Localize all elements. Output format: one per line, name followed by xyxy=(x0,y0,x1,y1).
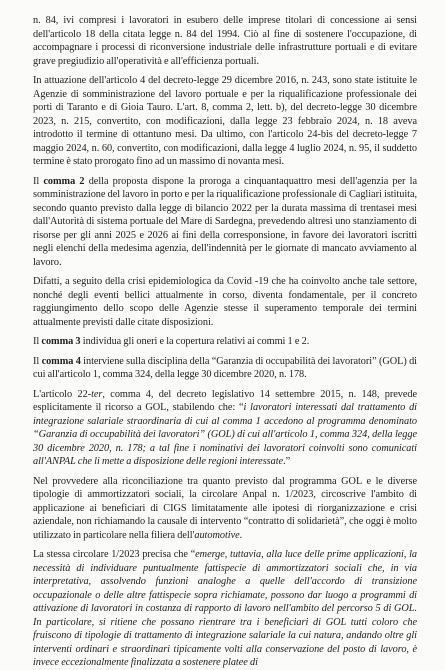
paragraph-2 xyxy=(33,74,417,169)
paragraph-9-segment-2: emerge, tuttavia, alla luce delle prime applicazioni, la necessità di individuare puntualmente fattispecie di ammortizzatori sociali che, in via interpretativa, assolvendo funzioni analoghe a quelle dell'accordo di transizione occupazionale o delle altre fattispecie sopra richiamate, possono dar luogo a programmi di attivazione di lavoratori in costanza di rapporto di lavoro nell'ambito del percorso 5 di GOL. In particolare, si ritiene che possano rientrare tra i beneficiari di GOL tutti coloro che fruiscono di tipologie di trattamento di integrazione salariale la cui natura, andando oltre gli interventi ordinari e straordinari tipicamente volti alla conservazione del posto di lavoro, è invece eccezionalmente finalizzata a sostenere platee di xyxy=(33,549,417,668)
paragraph-5-segment-1: Il xyxy=(33,336,42,347)
paragraph-6-segment-3: interviene sulla disciplina della “Garanzia di occupabilità dei lavoratori” (GOL) di cui all'articolo 1, comma 324, della legge 30 dicembre 2020, n. 178. xyxy=(33,355,417,380)
paragraph-4 xyxy=(33,275,417,329)
paragraph-9 xyxy=(33,548,417,670)
paragraph-5 xyxy=(33,335,417,349)
paragraph-6-segment-2: comma 4 xyxy=(41,355,81,367)
paragraph-7-segment-2: ter xyxy=(91,388,103,400)
paragraph-7-segment-5: .” xyxy=(283,456,291,467)
paragraph-7 xyxy=(33,388,417,469)
paragraph-3-segment-1: Il xyxy=(33,175,44,187)
paragraph-8 xyxy=(33,475,417,543)
paragraph-6-segment-1: Il xyxy=(33,355,42,367)
paragraph-7-segment-4: i lavoratori interessati dal trattamento di integrazione salariale straordinaria di cui al comma 1 accedono al programma denominato “Garanzia di occupabilità dei lavoratori” (GOL) di cui all'articolo 1, comma 324, della legge 30 dicembre 2020, n. 178; a tal fine i nominativi dei lavoratori coinvolti sono comunicati all'ANPAL che li mette a disposizione delle regioni interessate xyxy=(33,402,417,467)
paragraph-3-segment-3: della proposta dispone la proroga a cinquantaquattro mesi dell'agenzia per la somministrazione del lavoro in porto e per la riqualificazione professionale di Cagliari istituita, secondo quanto previsto dalla legge di bilancio 2022 per la durata massima di trentasei mesi dall'Autorità di sistema portuale del Mare di Sardegna, prevedendo altresì uno stanziamento di risorse per gli anni 2025 e 2026 ai fini della corresponsione, in favore dei lavoratori iscritti negli elenchi della medesima agenzia, dell'indennità per le giornate di mancato avviamento al lavoro. xyxy=(33,175,417,268)
paragraph-1-segment-1: n. 84, ivi compresi i lavoratori in esubero delle imprese titolari di concessione ai sensi dell'articolo 18 della citata legge n. 84 del 1994. Ciò al fine di sostenere l'occupazione, di accompagnare i processi di riconversione industriale delle infrastrutture portuali e di evitare grave pregiudizio all'operatività e all'efficienza portuali. xyxy=(33,15,417,67)
paragraph-7-segment-1: L'articolo 22- xyxy=(33,388,92,400)
paragraph-8-segment-2: automotive xyxy=(194,529,240,541)
paragraph-7-segment-3: , comma 4, del decreto legislativo 14 settembre 2015, n. 148, prevede esplicitamente il ricorso a GOL, stabilendo che: “ xyxy=(33,388,418,413)
paragraph-3-segment-2: comma 2 xyxy=(43,175,85,187)
paragraph-6 xyxy=(33,355,417,382)
paragraph-5-segment-3: individua gli oneri e la copertura relativi ai commi 1 e 2. xyxy=(80,336,310,347)
document-body xyxy=(33,14,417,670)
paragraph-8-segment-1: Nel provvedere alla riconciliazione tra quanto previsto dal programma GOL e le diverse tipologie di ammortizzatori sociali, la circolare Anpal n. 1/2023, circoscrive l'ambito di applicazione ai beneficiari di CIGS limitatamente alle ipotesi di riorganizzazione e crisi aziendale, non richiamando la causale di intervento “contratto di solidarietà”, che oggi è molto utilizzato in particolare nella filiera dell' xyxy=(33,475,417,541)
paragraph-3 xyxy=(33,175,417,270)
paragraph-2-segment-1: In attuazione dell'articolo 4 del decreto-legge 29 dicembre 2016, n. 243, sono state istituite le Agenzie di somministrazione del lavoro portuale e per la riqualificazione professionale dei porti di Taranto e di Gioia Tauro. L'art. 8, comma 2, lett. b), del decreto-legge 30 dicembre 2023, n. 215, convertito, con modificazioni, dalla legge 23 febbraio 2024, n. 18 aveva introdotto il termine di ottantuno mesi. Da ultimo, con l'articolo 24-bis del decreto-legge 7 maggio 2024, n. 60, convertito, con modificazioni, dalla legge 4 luglio 2024, n. 95, il suddetto termine è stato prorogato fino ad un massimo di novanta mesi. xyxy=(33,75,417,167)
paragraph-1 xyxy=(33,14,417,68)
paragraph-5-segment-2: comma 3 xyxy=(41,336,81,347)
paragraph-9-segment-1: La stessa circolare 1/2023 precisa che “ xyxy=(33,549,196,560)
paragraph-4-segment-1: Difatti, a seguito della crisi epidemiologica da Covid -19 che ha coinvolto anche tale settore, nonché degli eventi bellici attualmente in corso, diventa fondamentale, per il concreto raggiungimento dello scopo delle Agenzie stesse il superamento temporale dei termini attualmente previsti dalle citate disposizioni. xyxy=(33,276,417,328)
paragraph-8-segment-3: . xyxy=(239,529,243,541)
